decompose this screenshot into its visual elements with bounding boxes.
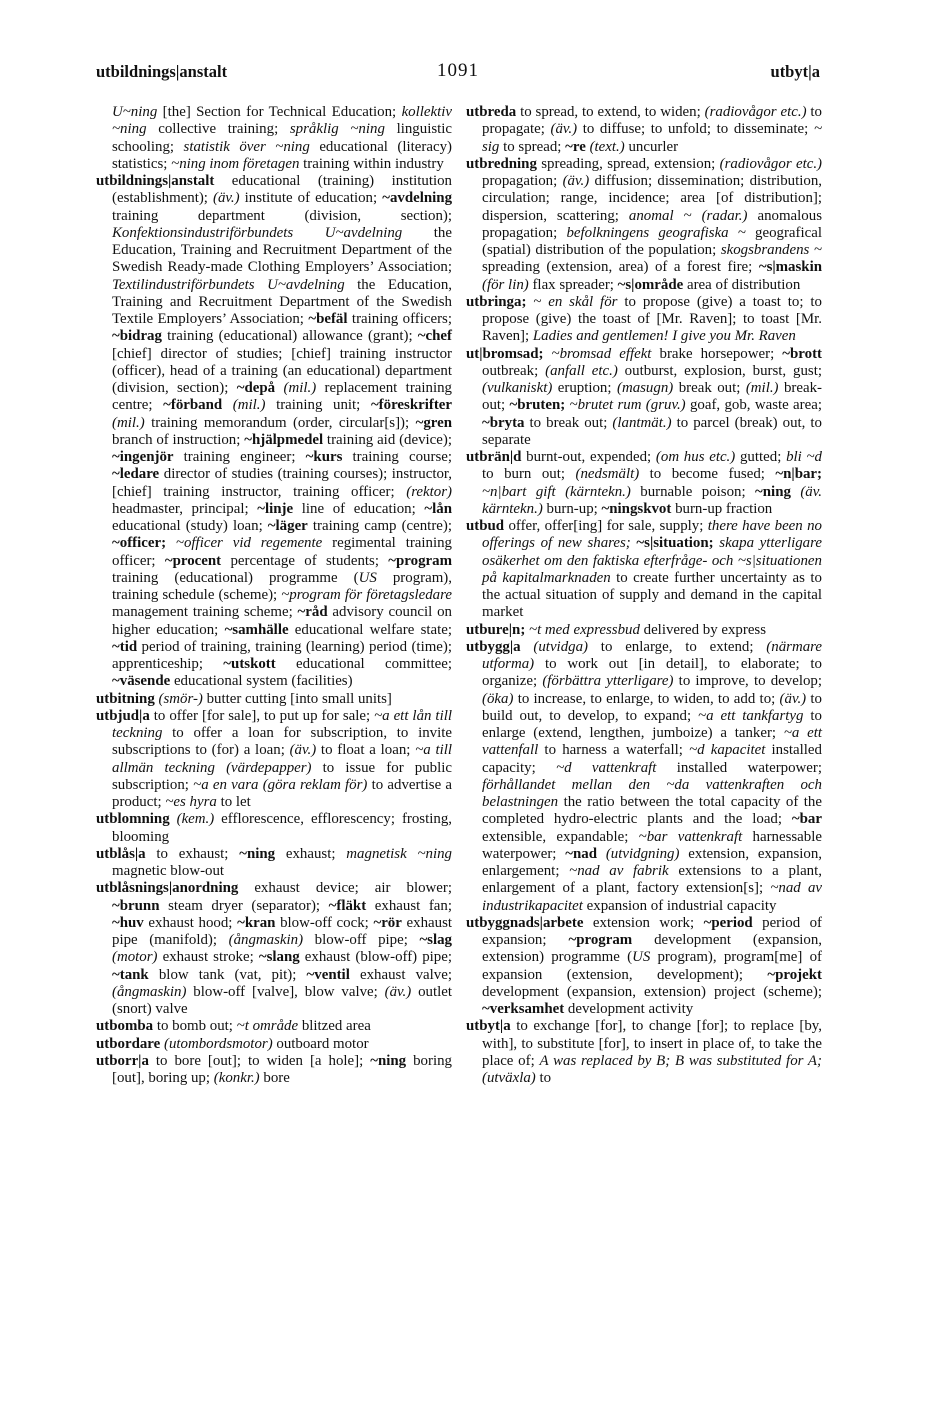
page-number: 1091 — [437, 60, 479, 81]
right-column — [466, 104, 822, 1087]
dictionary-entry: utbitning (smör-) butter cutting [into small units] — [96, 690, 392, 707]
dictionary-entry: utbud offer, offer[ing] for sale, supply; there have been no offerings of new shares; ~s|situation; skapa ytterligare osäkerhet om den faktiska efterfråge- och ~s|situationen på kapitalmarknaden to create further uncertainty as to the actual situation of supply and demand in the capital market — [466, 518, 822, 621]
page-header — [96, 62, 820, 86]
dictionary-entry: utbreda to spread, to extend, to widen; (radiovågor etc.) to propagate; (äv.) to diffuse; to unfold; to disseminate; ~ sig to spread; ~re (text.) uncurler — [466, 104, 822, 155]
dictionary-entry: utbrän|d burnt-out, expended; (om hus etc.) gutted; bli ~d to burn out; (nedsmält) to become fused; ~n|bar; ~n|bart gift (kärntekn.) burnable poison; ~ning (äv. kärntekn.) burn-up; ~ningskvot burn-up fraction — [466, 449, 823, 517]
right-guide-word: utbyt|a — [770, 62, 820, 81]
entry-continuation: U~ning [the] Section for Technical Education; kollektiv ~ning collective training; språklig ~ning linguistic schooling; statistik över ~ning educational (literacy) statistics; ~ning inom företagen training within industry — [112, 104, 453, 172]
dictionary-entry: utblåsnings|anordning exhaust device; air blower; ~brunn steam dryer (separator); ~fläkt exhaust fan; ~huv exhaust hood; ~kran blow-off cock; ~rör exhaust pipe (manifold); (ångmaskin) blow-off pipe; ~slag (motor) exhaust stroke; ~slang exhaust (blow-off) pipe; ~tank blow tank (vat, pit); ~ventil exhaust valve; (ångmaskin) blow-off [valve], blow valve; (äv.) outlet (snort) valve — [96, 880, 453, 1017]
dictionary-entry: utbordare (utombordsmotor) outboard motor — [96, 1035, 369, 1052]
dictionary-entry: utbringa; ~ en skål för to propose (give) a toast to; to propose (give) the toast of [Mr. Raven]; to toast [Mr. Raven]; Ladies and gentlemen! I give you Mr. Raven — [466, 293, 822, 345]
dictionary-entry: utbure|n; ~t med expressbud delivered by express — [466, 621, 767, 638]
left-guide-word: utbildnings|anstalt — [96, 62, 228, 81]
dictionary-entry: utbyggnads|arbete extension work; ~period period of expansion; ~program development (expansion, extension) programme (US program), program[me] of expansion (extension, development); ~projekt development (expansion, extension) project (scheme); ~verksamhet development activity — [466, 914, 823, 1017]
dictionary-entry: utblås|a to exhaust; ~ning exhaust; magnetisk ~ning magnetic blow-out — [96, 845, 452, 879]
left-column — [96, 104, 452, 1087]
dictionary-entry: utbomba to bomb out; ~t område blitzed area — [96, 1018, 371, 1035]
dictionary-entry: utblomning (kem.) efflorescence, efflorescency; frosting, blooming — [96, 811, 452, 845]
dictionary-entry: utbygg|a (utvidga) to enlarge, to extend; (närmare utforma) to work out [in detail], to elaborate; to organize; (förbättra ytterligare) to improve, to develop; (öka) to increase, to enlarge, to widen, to add to; (äv.) to build out, to develop, to expand; ~a ett tankfartyg to enlarge (extend, lengthen, jumboize) a tanker; ~a ett vattenfall to harness a waterfall; ~d kapacitet installed capacity; ~d vattenkraft installed waterpower; förhållandet mellan den ~da vattenkraften och belastningen the ratio between the total capacity of the completed hydro-electric plants and the load; ~bar extensible, expandable; ~bar vattenkraft harnessable waterpower; ~nad (utvidgning) extension, expansion, enlargement; ~nad av fabrik extensions to a plant, enlargement of a plant, factory extension[s]; ~nad av industrikapacitet expansion of industrial capacity — [466, 638, 823, 914]
dictionary-entry: utborr|a to bore [out]; to widen [a hole]; ~ning boring [out], boring up; (konkr.) bore — [96, 1052, 452, 1086]
dictionary-entry: utbjud|a to offer [for sale], to put up for sale; ~a ett lån till teckning to offer a loan for subscription, to invite subscriptions to (for) a loan; (äv.) to float a loan; ~a till allmän teckning (värdepapper) to issue for public subscription; ~a en vara (göra reklam för) to advertise a product; ~es hyra to let — [96, 707, 453, 810]
dictionary-entry: ut|bromsad; ~bromsad effekt brake horsepower; ~brott outbreak; (anfall etc.) outburst, explosion, burst, gust; (vulkaniskt) eruption; (masugn) break out; (mil.) break-out; ~bruten; ~brutet rum (gruv.) goaf, gob, waste area; ~bryta to break out; (lantmät.) to parcel (break) out, to separate — [466, 345, 822, 448]
dictionary-entry: utbildnings|anstalt educational (training) institution (establishment); (äv.) institute of education; ~avdelning training department (division, section); Konfektionsindustriförbundets U~avdelning the Education, Training and Recruitment Department of the Swedish Ready-made Clothing Employers’ Association; Textilindustriförbundets U~avdelning the Education, Training and Recruitment Department of the Swedish Textile Employers’ Association; ~befäl training officers; ~bidrag training (educational) allowance (grant); ~chef [chief] director of studies; [chief] training instructor (officer), head of a training (an educational) department (division, section); ~depå (mil.) replacement training centre; ~förband (mil.) training unit; ~föreskrifter (mil.) training memorandum (order, circular[s]); ~gren branch of instruction; ~hjälpmedel training aid (device); ~ingenjör training engineer; ~kurs training course; ~ledare director of studies (training courses); instructor, [chief] training instructor, training officer; (rektor) headmaster, principal; ~linje line of education; ~lån educational (study) loan; ~läger training camp (centre); ~officer; ~officer vid regemente regimental training officer; ~procent percentage of students; ~program training (educational) programme (US program), training schedule (scheme); ~program för företagsledare management training scheme; ~råd advisory council on higher education; ~samhälle educational welfare state; ~tid period of training, training (learning) period (time); apprenticeship; ~utskott educational committee; ~väsende educational system (facilities) — [96, 173, 453, 690]
dictionary-entry: utbredning spreading, spread, extension; (radiovågor etc.) propagation; (äv.) diffusion; dissemination; distribution, circulation; range, incidence; area [of distribution]; dispersion, scattering; anomal ~ (radar.) anomalous propagation; befolkningens geografiska ~ geografical (spatial) distribution of the population; skogsbrandens ~ spreading (extension, area) of a forest fire; ~s|maskin (för lin) flax spreader; ~s|område area of distribution — [466, 155, 822, 293]
dictionary-entry: utbyt|a to exchange [for], to change [for]; to replace [by, with], to substitute [for], to insert in place of, to take the place of; A was replaced by B; B was substituted for A; (utväxla) to — [466, 1018, 822, 1086]
